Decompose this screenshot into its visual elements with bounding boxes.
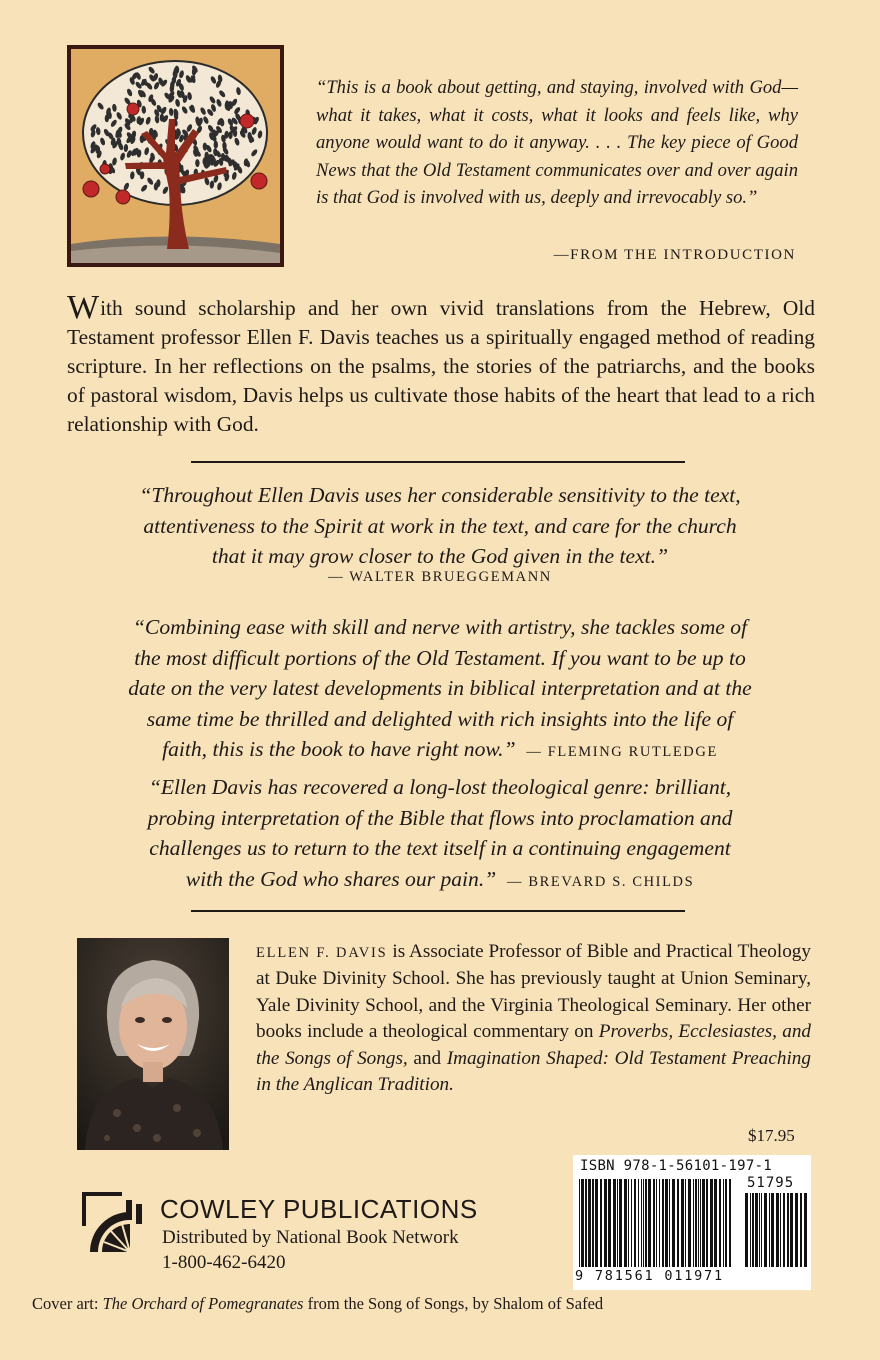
publisher-phone: 1-800-462-6420 — [162, 1252, 286, 1273]
endorsement-line: date on the very latest developments in biblical interpretation and at the — [128, 676, 752, 700]
cover-art-image — [67, 45, 284, 267]
endorsement-last-line — [88, 734, 792, 768]
endorsement-line: with the God who shares our pain.” — [185, 866, 497, 891]
endorsement-line: probing interpretation of the Bible that flows into proclamation and — [147, 805, 733, 830]
endorsement-line: the most difficult portions of the Old Testament. If you want to be up to — [134, 645, 746, 670]
publisher-logo-icon — [80, 1190, 150, 1256]
intro-quote: “This is a book about getting, and staying, involved with God—what it takes, what it costs, what it looks and feels like, why anyone would want to do it anyway. . . . The key piece of Good News that the Old Testament communicates over and over again is that God is involved with us, deeply and irrevocably so.” — [316, 77, 798, 208]
endorsement-last-line — [88, 864, 792, 898]
publisher-name: COWLEY PUBLICATIONS — [160, 1194, 478, 1224]
endorsement-line: that it may grow closer to the God given in the text.” — [211, 544, 669, 568]
cover-credit-title: The Orchard of Pomegranates — [102, 1294, 304, 1313]
endorsement-line: attentiveness to the Spirit at work in the text, and care for the church — [143, 513, 737, 538]
bio-text: and — [407, 1047, 447, 1069]
description-dropcap: W — [67, 289, 100, 326]
divider-rule-bottom — [191, 910, 685, 912]
author-bio — [256, 939, 811, 1098]
author-photo — [77, 938, 229, 1150]
cover-credit — [32, 1294, 603, 1314]
endorsement-brueggemann — [88, 480, 792, 572]
endorsement-attribution: — WALTER BRUEGGEMANN — [328, 569, 552, 585]
endorsement-childs — [88, 772, 792, 897]
book-description — [67, 289, 815, 439]
bio-text: is Associate Professor of Bible and Practical Theology at Duke Divinity School. She has previously taught at Union Seminary, Yale Divinity School, and the Virginia Theological Seminary. Her other books include a theological commentary on — [256, 941, 811, 1043]
description-text: ith sound scholarship and her own vivid translations from the Hebrew, Old Testament professor Ellen F. Davis teaches us a spiritually engaged method of reading scripture. In her reflections on the psalms, the stories of the patriarchs, and the books of pastoral wisdom, Davis helps us cultivate those habits of the heart that lead to a rich relationship with God. — [67, 296, 815, 436]
endorsement-line: “Ellen Davis has recovered a long-lost theological genre: brilliant, — [148, 775, 732, 799]
endorsement-attribution: — BREVARD S. CHILDS — [507, 873, 695, 890]
endorsement-line: “Combining ease with skill and nerve with artistry, she tackles some of — [132, 615, 748, 639]
cover-credit-prefix: Cover art: — [32, 1294, 103, 1313]
barcode-digits: 9 781561 011971 — [575, 1268, 724, 1284]
bio-title: Proverbs, Ecclesiastes, and the Songs of Songs, — [256, 1021, 812, 1069]
barcode-price-code: 51795 — [747, 1175, 795, 1191]
endorsement-rutledge — [88, 612, 792, 768]
cover-credit-suffix: from the Song of Songs, by Shalom of Safed — [303, 1294, 604, 1313]
endorsement-line: “Throughout Ellen Davis uses her considerable sensitivity to the text, — [139, 483, 741, 507]
bio-title: Imagination Shaped: Old Testament Preaching in the Anglican Tradition. — [256, 1047, 811, 1096]
endorsement-attribution: — FLEMING RUTLEDGE — [526, 744, 718, 760]
endorsement-line: challenges us to return to the text itself in a continuing engagement — [149, 836, 731, 860]
intro-attribution: —FROM THE INTRODUCTION — [553, 247, 796, 263]
distributor: Distributed by National Book Network — [162, 1227, 459, 1248]
author-name: ELLEN F. DAVIS — [256, 945, 388, 961]
divider-rule-top — [191, 461, 685, 463]
price: $17.95 — [748, 1126, 795, 1145]
barcode-isbn: ISBN 978-1-56101-197-1 — [580, 1158, 773, 1174]
endorsement-line: same time be thrilled and delighted with rich insights into the life of — [146, 706, 734, 731]
endorsement-line: faith, this is the book to have right now.” — [162, 737, 516, 761]
